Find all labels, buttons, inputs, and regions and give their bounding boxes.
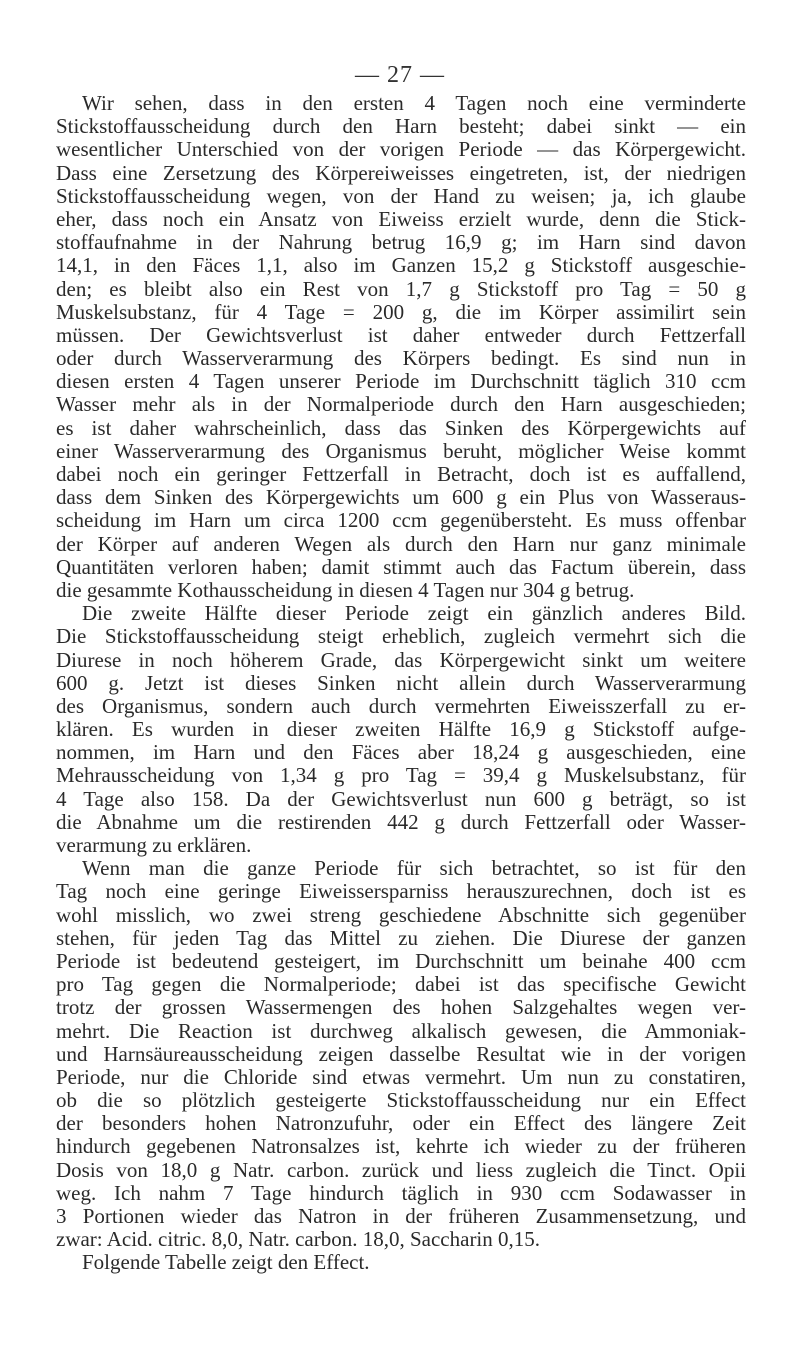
text-line: Tag noch eine geringe Eiweissersparniss herauszurechnen, doch ist es [56,879,746,904]
text-line: die Abnahme um die restirenden 442 g durch Fettzerfall oder Wasser- [56,809,746,834]
text-line: diesen ersten 4 Tagen unserer Periode im Durchschnitt täglich 310 ccm [56,369,746,394]
text-line: Periode, nur die Chloride sind etwas vermehrt. Um nun zu constatiren, [56,1064,746,1089]
text-line: klären. Es wurden in dieser zweiten Hälfte 16,9 g Stickstoff aufge- [56,717,746,742]
text-line: weg. Ich nahm 7 Tage hindurch täglich in 930 ccm Sodawasser in [56,1180,746,1205]
text-line: trotz der grossen Wassermengen des hohen Salzgehaltes wegen ver- [56,995,746,1020]
text-line: mehrt. Die Reaction ist durchweg alkalisch gewesen, die Ammoniak- [56,1018,746,1043]
text-line: müssen. Der Gewichtsverlust ist daher entweder durch Fettzerfall [56,322,746,347]
text-line: Die zweite Hälfte dieser Periode zeigt ein gänzlich anderes Bild. [82,601,746,626]
text-line: ob die so plötzlich gesteigerte Stickstoffausscheidung nur ein Effect [56,1088,746,1113]
text-line: der Körper auf anderen Wegen als durch den Harn nur ganz minimale [56,531,746,556]
text-line: die gesammte Kothausscheidung in diesen 4 Tagen nur 304 g betrug. [56,577,635,602]
text-line: Wasser mehr als in der Normalperiode durch den Harn ausgeschieden; [56,392,746,417]
text-line: Wir sehen, dass in den ersten 4 Tagen noch eine verminderte [82,91,746,115]
text-line: 3 Portionen wieder das Natron in der früheren Zusammensetzung, und [56,1204,746,1228]
text-line: oder durch Wasserverarmung des Körpers bedingt. Es sind nun in [56,346,746,371]
text-line: 4 Tage also 158. Da der Gewichtsverlust nun 600 g beträgt, so ist [56,786,746,811]
text-line: Wenn man die ganze Periode für sich betrachtet, so ist für den [82,856,746,881]
text-line: stoffaufnahme in der Nahrung betrug 16,9 g; im Harn sind davon [56,230,746,255]
text-line: wesentlicher Unterschied von der vorigen Periode — das Körpergewicht. [56,137,746,162]
text-line: es ist daher wahrscheinlich, dass das Sinken des Körpergewichts auf [56,415,746,440]
text-line: Dosis von 18,0 g Natr. carbon. zurück und liess zugleich die Tinct. Opii [56,1157,746,1182]
text-line: hindurch gegebenen Natronsalzes ist, kehrte ich wieder zu der früheren [56,1134,746,1159]
text-line: Periode ist bedeutend gesteigert, im Durchschnitt um beinahe 400 ccm [56,948,746,973]
text-line: verarmung zu erklären. [56,833,252,857]
text-line: einer Wasserverarmung des Organismus beruht, möglicher Weise kommt [56,438,746,463]
text-line: 14,1, in den Fäces 1,1, also im Ganzen 15,2 g Stickstoff ausgeschie- [56,253,746,278]
text-line: Mehrausscheidung von 1,34 g pro Tag = 39,4 g Muskelsubstanz, für [56,763,746,788]
text-line: pro Tag gegen die Normalperiode; dabei ist das specifische Gewicht [56,972,746,997]
text-line: Folgende Tabelle zeigt den Effect. [82,1250,370,1275]
text-line: stehen, für jeden Tag das Mittel zu ziehen. Die Diurese der ganzen [56,925,746,950]
text-line: der besonders hohen Natronzufuhr, oder ein Effect des längere Zeit [56,1111,746,1136]
text-line: dabei noch ein geringer Fettzerfall in Betracht, doch ist es auffallend, [56,462,746,486]
text-line: und Harnsäureausscheidung zeigen dasselbe Resultat wie in der vorigen [56,1041,746,1066]
text-line: Muskelsubstanz, für 4 Tage = 200 g, die im Körper assimilirt sein [56,299,746,324]
text-line: 600 g. Jetzt ist dieses Sinken nicht allein durch Wasserverarmung [56,670,746,695]
text-line: zwar: Acid. citric. 8,0, Natr. carbon. 18,0, Saccharin 0,15. [56,1227,541,1252]
page-number: — 27 — [355,62,445,88]
text-line: eher, dass noch ein Ansatz von Eiweiss erzielt wurde, denn die Stick- [56,206,746,231]
text-line: Stickstoffausscheidung wegen, von der Hand zu weisen; ja, ich glaube [56,183,746,208]
text-line: Dass eine Zersetzung des Körpereiweisses eingetreten, ist, der niedrigen [56,160,746,185]
text-line: des Organismus, sondern auch durch vermehrten Eiweisszerfall zu er- [56,693,746,718]
text-line: Diurese in noch höherem Grade, das Körpergewicht sinkt um weitere [56,647,746,672]
body-text [56,92,746,1275]
text-line: Quantitäten verloren haben; damit stimmt auch das Factum überein, dass [56,554,746,579]
text-line: nommen, im Harn und den Fäces aber 18,24 g ausgeschieden, eine [56,740,746,765]
text-line: dass dem Sinken des Körpergewichts um 600 g ein Plus von Wasseraus- [56,485,746,510]
text-line: den; es bleibt also ein Rest von 1,7 g Stickstoff pro Tag = 50 g [56,276,746,301]
text-line: Die Stickstoffausscheidung steigt erheblich, zugleich vermehrt sich die [56,624,746,649]
text-line: scheidung im Harn um circa 1200 ccm gegenübersteht. Es muss offenbar [56,508,746,533]
text-line: wohl misslich, wo zwei streng geschiedene Abschnitte sich gegenüber [56,902,746,927]
text-line: Stickstoffausscheidung durch den Harn besteht; dabei sinkt — ein [56,114,746,139]
